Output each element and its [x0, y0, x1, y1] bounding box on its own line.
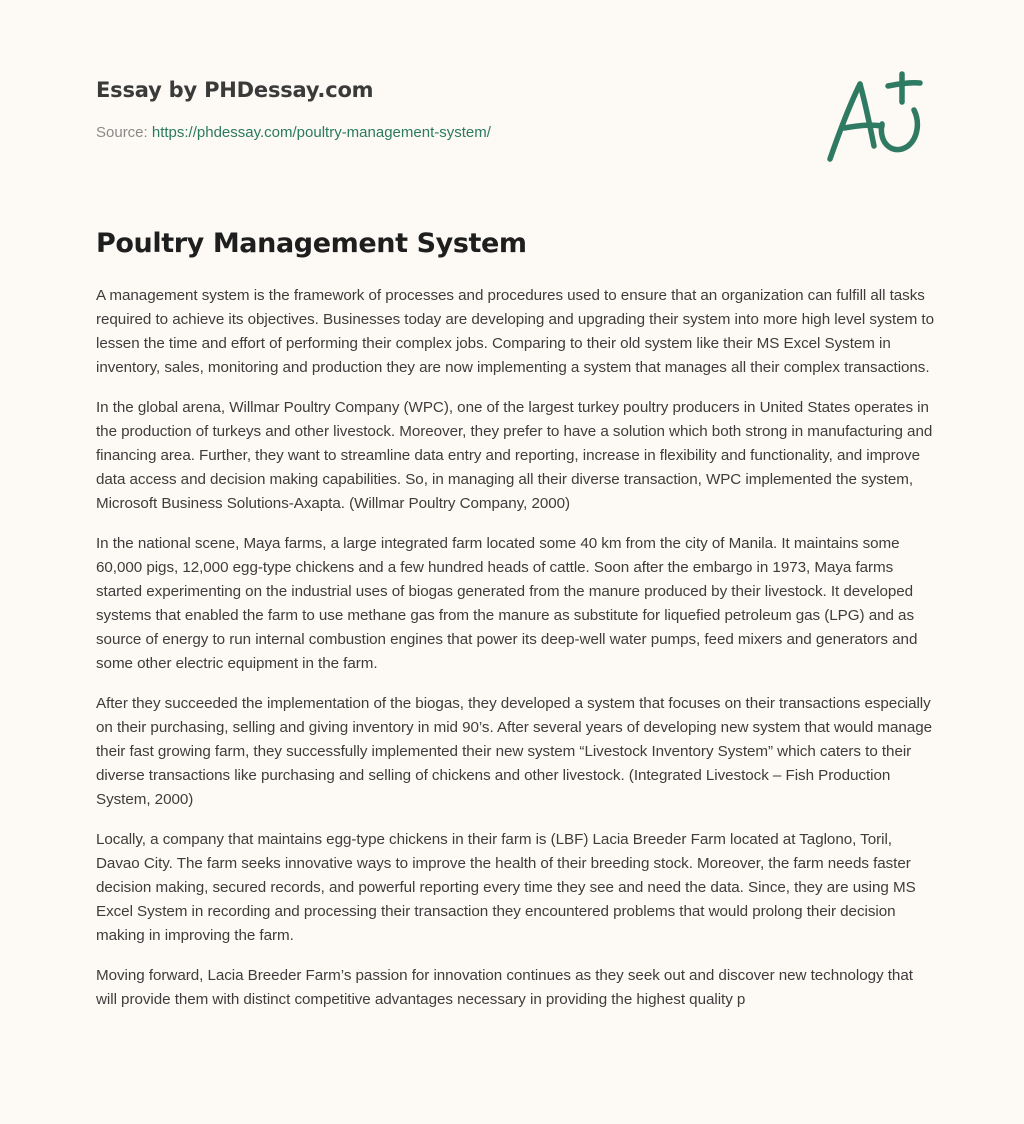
essay-title: Poultry Management System: [96, 228, 527, 259]
source-label: Source:: [96, 124, 152, 141]
essay-paragraph: Locally, a company that maintains egg-type chickens in their farm is (LBF) Lacia Breeder Farm located at Taglono, Toril, Davao City. The farm seeks innovative ways to improve the health of their breeding stock. Moreover, the farm needs faster decision making, secured records, and powerful reporting every time they see and need the data. Since, they are using MS Excel System in recording and processing their transaction they encountered problems that would prolong their decision making in improving the farm.: [96, 831, 916, 944]
essay-paragraph: After they succeeded the implementation of the biogas, they developed a system that focuses on their transactions especially on their purchasing, selling and giving inventory in mid 90’s. After several years of developing new system that would manage their fast growing farm, they successfully implemented their new system “Livestock Inventory System” which caters to their diverse transactions like purchasing and selling of chickens and other livestock. (Integrated Livestock – Fish Production System, 2000): [96, 695, 933, 808]
source-link[interactable]: https://phdessay.com/poultry-management-system/: [151, 124, 491, 141]
essay-paragraph: In the global arena, Willmar Poultry Company (WPC), one of the largest turkey poultry producers in United States operates in the production of turkeys and other livestock. Moreover, they prefer to have a solution which both strong in manufacturing and financing area. Further, they want to streamline data entry and reporting, increase in flexibility and functionality, and improve data access and decision making capabilities. So, in managing all their diverse transaction, WPC implemented the system, Microsoft Business Solutions-Axapta. (Willmar Poultry Company, 2000): [96, 399, 933, 512]
page-header: [96, 74, 936, 174]
a-plus-grade-icon: [822, 66, 932, 166]
essay-body: [96, 284, 936, 1028]
essay-paragraph: A management system is the framework of processes and procedures used to ensure that an organization can fulfill all tasks required to achieve its objectives. Businesses today are developing and upgrading their system into more high level system to lessen the time and effort of performing their complex jobs. Comparing to their old system like their MS Excel System in inventory, sales, monitoring and production they are now implementing a system that manages all their complex transactions.: [96, 287, 934, 376]
source-line: [96, 123, 936, 143]
site-title: Essay by PHDessay.com: [96, 78, 374, 102]
essay-paragraph: Moving forward, Lacia Breeder Farm’s passion for innovation continues as they seek out and discover new technology that will provide them with distinct competitive advantages necessary in providing the highest quality p: [96, 967, 913, 1008]
essay-paragraph: In the national scene, Maya farms, a large integrated farm located some 40 km from the city of Manila. It maintains some 60,000 pigs, 12,000 egg-type chickens and a few hundred heads of cattle. Soon after the embargo in 1973, Maya farms started experimenting on the industrial uses of biogas generated from the manure produced by their livestock. It developed systems that enabled the farm to use methane gas from the manure as substitute for liquefied petroleum gas (LPG) and as source of energy to run internal combustion engines that power its deep-well water pumps, feed mixers and generators and some other electric equipment in the farm.: [96, 535, 918, 672]
